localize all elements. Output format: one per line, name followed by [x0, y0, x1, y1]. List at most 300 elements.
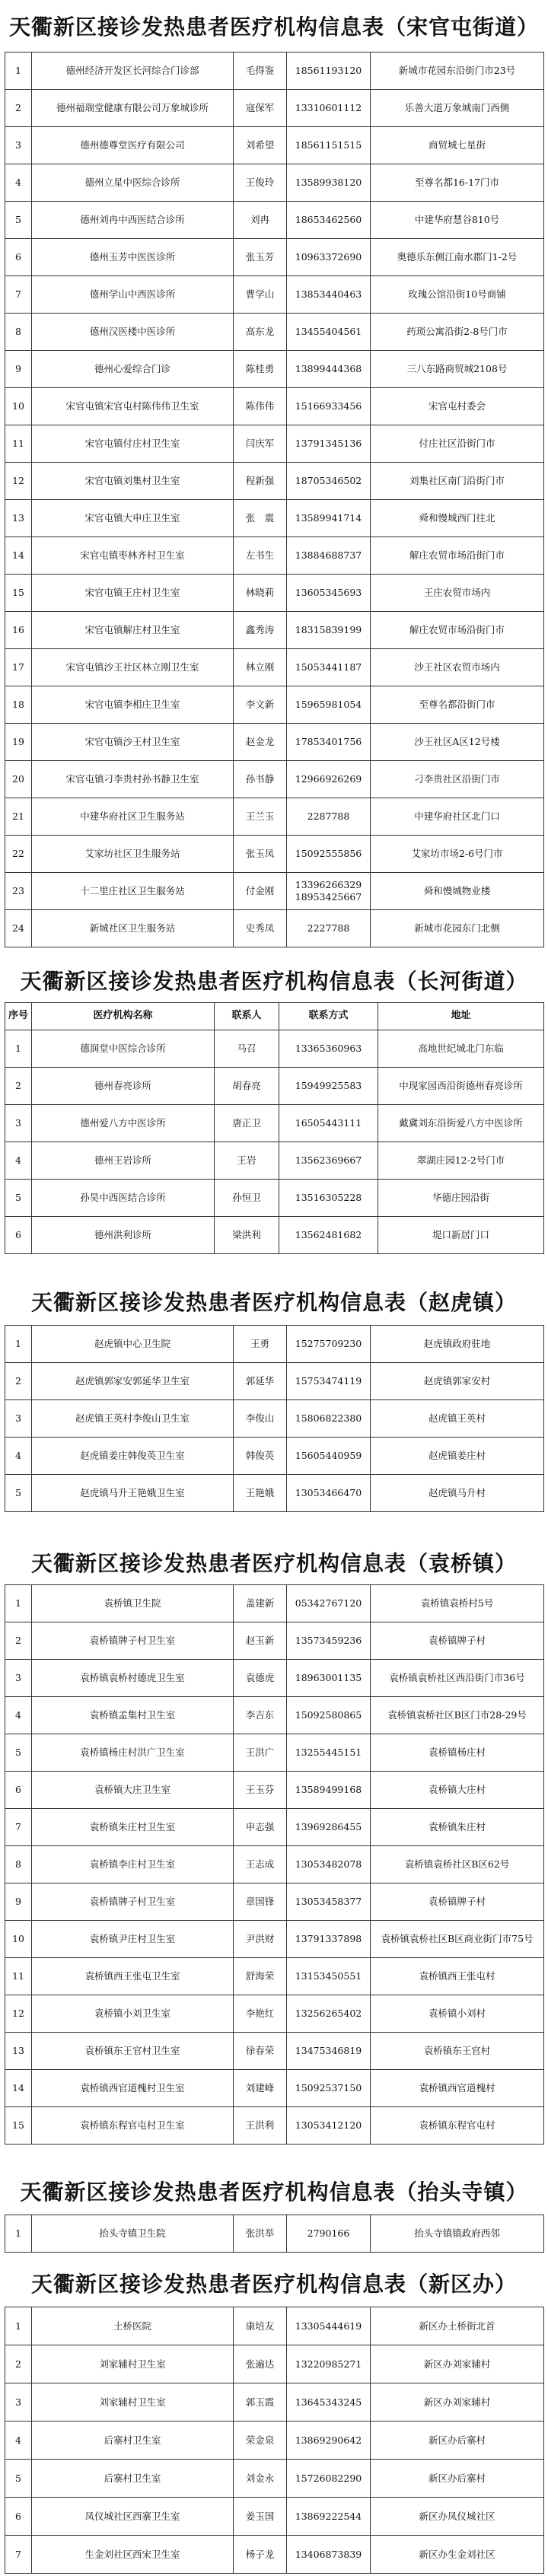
contact-person: 高东龙	[234, 314, 287, 351]
address: 药琐公寓沿街2-8号门市	[371, 314, 544, 351]
address: 舜和慢城物业楼	[371, 873, 544, 910]
institution-name: 袁桥镇朱庄村卫生室	[32, 1809, 234, 1846]
contact-person: 林晓莉	[234, 575, 287, 612]
address: 袁桥镇袁桥社区西沿街门市36号	[371, 1660, 544, 1697]
row-index: 14	[5, 537, 32, 575]
phone-number: 13305444619	[287, 2307, 371, 2345]
contact-person: 韩俊英	[234, 1438, 287, 1475]
table-row	[5, 500, 544, 537]
table-row	[5, 1846, 544, 1883]
phone-number: 15605440959	[287, 1438, 371, 1475]
header-contact: 联系人	[215, 1003, 279, 1030]
address: 玫瑰公馆沿街10号商铺	[371, 276, 544, 314]
contact-person: 袁德虎	[234, 1660, 287, 1697]
institution-name: 德州刘冉中西医结合诊所	[32, 202, 234, 239]
address: 刘集社区南门沿街门市	[371, 463, 544, 500]
table-row	[5, 798, 544, 836]
phone-number: 13562369667	[279, 1142, 378, 1180]
contact-person: 徐春荣	[234, 2033, 287, 2070]
phone-number: 13475346819	[287, 2033, 371, 2070]
institution-name: 宋官屯镇宋官屯村陈伟伟卫生室	[32, 388, 234, 425]
table-row	[5, 1068, 544, 1105]
address: 舜和慢城西门往北	[371, 500, 544, 537]
clinic-table	[5, 1002, 544, 1254]
phone-number: 2790166	[287, 2215, 371, 2253]
row-index: 10	[5, 388, 32, 425]
section-title: 天衢新区接诊发热患者医疗机构信息表（袁桥镇）	[30, 1551, 517, 1576]
institution-name: 袁桥镇大庄卫生室	[32, 1772, 234, 1809]
clinic-table	[5, 2307, 544, 2574]
section-title: 天衢新区接诊发热患者医疗机构信息表（抬头寺镇）	[20, 2180, 528, 2205]
row-index: 24	[5, 910, 32, 947]
table-row	[5, 724, 544, 761]
institution-name: 德州德尊堂医疗有限公司	[32, 127, 234, 164]
section-title: 天衢新区接诊发热患者医疗机构信息表（赵虎镇）	[30, 1290, 517, 1315]
table-row	[5, 2070, 544, 2107]
phone-number: 15753474119	[287, 1363, 371, 1400]
institution-name: 宋官屯镇付庄村卫生室	[32, 425, 234, 463]
contact-person: 张 震	[234, 500, 287, 537]
phone-number: 15949925583	[279, 1068, 378, 1105]
row-index: 6	[5, 239, 32, 276]
row-index: 5	[5, 202, 32, 239]
contact-person: 马召	[215, 1030, 279, 1068]
contact-person: 李文新	[234, 686, 287, 724]
institution-name: 德州洪利诊所	[32, 1217, 215, 1254]
table-row	[5, 910, 544, 947]
address: 袁桥镇袁桥社区B区62号	[371, 1846, 544, 1883]
row-index: 17	[5, 649, 32, 686]
address: 中建华府慧谷810号	[371, 202, 544, 239]
row-index: 13	[5, 500, 32, 537]
section-changhe	[0, 955, 548, 1281]
contact-person: 寇保军	[234, 90, 287, 127]
table-row	[5, 2345, 544, 2383]
institution-name: 抬头寺镇卫生院	[32, 2215, 234, 2253]
phone-number: 18561193120	[287, 53, 371, 90]
address: 赵虎镇王英村	[371, 1400, 544, 1438]
phone-number: 13589499168	[287, 1772, 371, 1809]
address: 新区办后寨村	[371, 2460, 544, 2498]
row-index: 3	[5, 1660, 32, 1697]
section-title: 天衢新区接诊发热患者医疗机构信息表（长河街道）	[20, 969, 528, 994]
contact-person: 刘金永	[234, 2460, 287, 2498]
contact-person: 杨子龙	[234, 2536, 287, 2574]
table-row	[5, 1697, 544, 1734]
row-index: 12	[5, 1995, 32, 2033]
table-row	[5, 761, 544, 798]
row-index: 2	[5, 1068, 32, 1105]
contact-person: 左书生	[234, 537, 287, 575]
row-index: 4	[5, 164, 32, 202]
phone-number: 13853440463	[287, 276, 371, 314]
table-row	[5, 1734, 544, 1772]
row-index: 4	[5, 1697, 32, 1734]
contact-person: 史秀凤	[234, 910, 287, 947]
table-row	[5, 2498, 544, 2536]
address: 新城市花园东沿街门市23号	[371, 53, 544, 90]
contact-person: 刘建峰	[234, 2070, 287, 2107]
section-taitousi	[0, 2146, 548, 2264]
phone-number: 13969286455	[287, 1809, 371, 1846]
address: 中建华府社区北门口	[371, 798, 544, 836]
address: 中现家园西沿街德州春亮诊所	[378, 1068, 544, 1105]
phone-number: 16505443111	[279, 1105, 378, 1142]
contact-person: 康培友	[234, 2307, 287, 2345]
address: 沙王社区A区12号楼	[371, 724, 544, 761]
row-index: 4	[5, 1142, 32, 1180]
row-index: 1	[5, 1326, 32, 1363]
institution-name: 凤仪城社区西寨卫生室	[32, 2498, 234, 2536]
row-index: 4	[5, 2422, 32, 2460]
phone-number: 13562481682	[279, 1217, 378, 1254]
row-index: 7	[5, 1809, 32, 1846]
institution-name: 袁桥镇李庄村卫生室	[32, 1846, 234, 1883]
row-index: 11	[5, 1958, 32, 1995]
phone-number: 13365360963	[279, 1030, 378, 1068]
table-row	[5, 127, 544, 164]
table-row	[5, 1180, 544, 1217]
clinic-table	[5, 1584, 544, 2145]
table-row	[5, 276, 544, 314]
table-row	[5, 1326, 544, 1363]
contact-person: 姜玉国	[234, 2498, 287, 2536]
row-index: 12	[5, 463, 32, 500]
address: 新区办后寨村	[371, 2422, 544, 2460]
institution-name: 袁桥镇杨庄村洪广卫生室	[32, 1734, 234, 1772]
contact-person: 王玉芬	[234, 1772, 287, 1809]
institution-name: 袁桥镇牌子村卫生室	[32, 1622, 234, 1660]
row-index: 20	[5, 761, 32, 798]
phone-number: 18561151515	[287, 127, 371, 164]
institution-name: 后寨村卫生室	[32, 2460, 234, 2498]
address: 解庄农贸市场沿街门市	[371, 612, 544, 649]
row-index: 10	[5, 1921, 32, 1958]
row-index: 6	[5, 1772, 32, 1809]
institution-name: 袁桥镇卫生院	[32, 1585, 234, 1622]
phone-number: 13053412120	[287, 2107, 371, 2145]
address: 三八东路商贸城2108号	[371, 351, 544, 388]
address: 袁桥镇杨庄村	[371, 1734, 544, 1772]
phone-number: 13053482078	[287, 1846, 371, 1883]
table-row	[5, 836, 544, 873]
address: 沙王社区农贸市场内	[371, 649, 544, 686]
contact-person: 李俊山	[234, 1400, 287, 1438]
table-row	[5, 1030, 544, 1068]
phone-number: 13406873839	[287, 2536, 371, 2574]
institution-name: 宋官屯镇大申庄卫生室	[32, 500, 234, 537]
institution-name: 十二里庄社区卫生服务站	[32, 873, 234, 910]
address: 堤口新居门口	[378, 1217, 544, 1254]
phone-number: 15806822380	[287, 1400, 371, 1438]
contact-person: 荣金泉	[234, 2422, 287, 2460]
institution-name: 袁桥镇西王张屯卫生室	[32, 1958, 234, 1995]
phone-number: 12966926269	[287, 761, 371, 798]
address: 袁桥镇袁桥社区B区商业街门市75号	[371, 1921, 544, 1958]
table-row	[5, 463, 544, 500]
row-index: 15	[5, 2107, 32, 2145]
institution-name: 孙昊中西医结合诊所	[32, 1180, 215, 1217]
table-row	[5, 612, 544, 649]
contact-person: 赵玉新	[234, 1622, 287, 1660]
row-index: 2	[5, 90, 32, 127]
contact-person: 申志强	[234, 1809, 287, 1846]
address: 付庄社区沿街门市	[371, 425, 544, 463]
address: 袁桥镇东程官屯村	[371, 2107, 544, 2145]
row-index: 3	[5, 2383, 32, 2422]
address: 袁桥镇袁桥村5号	[371, 1585, 544, 1622]
phone-number: 13220985271	[287, 2345, 371, 2383]
institution-name: 刘家辅村卫生室	[32, 2345, 234, 2383]
institution-name: 袁桥镇袁桥村德虎卫生室	[32, 1660, 234, 1697]
institution-name: 赵虎镇中心卫生院	[32, 1326, 234, 1363]
table-row	[5, 1809, 544, 1846]
contact-person: 张洪举	[234, 2215, 287, 2253]
table-row	[5, 537, 544, 575]
contact-person: 王志成	[234, 1846, 287, 1883]
institution-name: 德州经济开发区长河综合门诊部	[32, 53, 234, 90]
header-phone: 联系方式	[279, 1003, 378, 1030]
table-row	[5, 164, 544, 202]
table-row	[5, 2536, 544, 2574]
institution-name: 宋官屯镇沙王社区林立刚卫生室	[32, 649, 234, 686]
institution-name: 袁桥镇尹庄村卫生室	[32, 1921, 234, 1958]
table-row	[5, 1438, 544, 1475]
contact-person: 孙恒卫	[215, 1180, 279, 1217]
row-index: 9	[5, 1883, 32, 1921]
contact-person: 闫庆军	[234, 425, 287, 463]
contact-person: 王艳娥	[234, 1475, 287, 1512]
address: 新区办土桥街北首	[371, 2307, 544, 2345]
phone-number: 10963372690	[287, 239, 371, 276]
institution-name: 赵虎镇姜庄韩俊英卫生室	[32, 1438, 234, 1475]
phone-number: 13589938120	[287, 164, 371, 202]
contact-person: 尹洪财	[234, 1921, 287, 1958]
address: 袁桥镇牌子村	[371, 1883, 544, 1921]
address: 戴冀刘东沿街爱八方中医诊所	[378, 1105, 544, 1142]
row-index: 15	[5, 575, 32, 612]
address: 袁桥镇西王张屯村	[371, 1958, 544, 1995]
phone-number: 13310601112	[287, 90, 371, 127]
row-index: 8	[5, 314, 32, 351]
institution-name: 袁桥镇孟集村卫生室	[32, 1697, 234, 1734]
row-index: 5	[5, 2460, 32, 2498]
contact-person: 赵金龙	[234, 724, 287, 761]
table-row	[5, 1883, 544, 1921]
table-row	[5, 1105, 544, 1142]
section-title: 天衢新区接诊发热患者医疗机构信息表（宋官屯街道）	[8, 14, 539, 40]
address: 乐善大道万象城南门西侧	[371, 90, 544, 127]
address: 新区办刘家辅村	[371, 2345, 544, 2383]
phone-number: 13255445151	[287, 1734, 371, 1772]
institution-name: 宋官屯镇沙王村卫生室	[32, 724, 234, 761]
contact-person: 张玉芳	[234, 239, 287, 276]
address: 至尊名都沿街门市	[371, 686, 544, 724]
table-row	[5, 1772, 544, 1809]
table-row	[5, 314, 544, 351]
institution-name: 宋官屯镇李相庄卫生室	[32, 686, 234, 724]
address: 袁桥镇小刘村	[371, 1995, 544, 2033]
address: 赵虎镇政府驻地	[371, 1326, 544, 1363]
row-index: 1	[5, 2215, 32, 2253]
row-index: 5	[5, 1475, 32, 1512]
table-row	[5, 2107, 544, 2145]
clinic-table	[5, 52, 544, 947]
institution-name: 德州学山中西医诊所	[32, 276, 234, 314]
institution-name: 德州爱八方中医诊所	[32, 1105, 215, 1142]
institution-name: 袁桥镇牌子村卫生室	[32, 1883, 234, 1921]
table-row	[5, 2460, 544, 2498]
contact-person: 郭玉霞	[234, 2383, 287, 2422]
table-row	[5, 1921, 544, 1958]
table-row	[5, 351, 544, 388]
address: 高地世纪城北门东临	[378, 1030, 544, 1068]
contact-person: 盖建新	[234, 1585, 287, 1622]
address: 赵虎镇姜庄村	[371, 1438, 544, 1475]
address: 袁桥镇牌子村	[371, 1622, 544, 1660]
row-index: 14	[5, 2070, 32, 2107]
address: 新区办生金刘社区	[371, 2536, 544, 2574]
row-index: 8	[5, 1846, 32, 1883]
institution-name: 袁桥镇小刘卫生室	[32, 1995, 234, 2033]
institution-name: 土桥医院	[32, 2307, 234, 2345]
phone-number: 17853401756	[287, 724, 371, 761]
address: 奥德乐东侧江南水郡门1-2号	[371, 239, 544, 276]
phone-number-line: 13396266329	[295, 879, 362, 891]
address: 袁桥镇袁桥社区B区门市28-29号	[371, 1697, 544, 1734]
header-address: 地址	[378, 1003, 544, 1030]
table-row	[5, 1958, 544, 1995]
institution-name: 宋官屯镇王庄村卫生室	[32, 575, 234, 612]
institution-name: 新城社区卫生服务站	[32, 910, 234, 947]
contact-person: 王俊玲	[234, 164, 287, 202]
row-index: 18	[5, 686, 32, 724]
row-index: 4	[5, 1438, 32, 1475]
table-row	[5, 1363, 544, 1400]
institution-name: 德州汉医楼中医诊所	[32, 314, 234, 351]
address: 袁桥镇大庄村	[371, 1772, 544, 1809]
contact-person: 唐正卫	[215, 1105, 279, 1142]
row-index: 23	[5, 873, 32, 910]
table-row	[5, 1622, 544, 1660]
phone-number: 18705346502	[287, 463, 371, 500]
institution-name: 宋官屯镇刘集村卫生室	[32, 463, 234, 500]
contact-person: 王勇	[234, 1326, 287, 1363]
phone-number: 05342767120	[287, 1585, 371, 1622]
row-index: 13	[5, 2033, 32, 2070]
phone-number: 15092537150	[287, 2070, 371, 2107]
table-row	[5, 686, 544, 724]
institution-name: 赵虎镇郭家安郭延华卫生室	[32, 1363, 234, 1400]
row-index: 9	[5, 351, 32, 388]
table-row	[5, 239, 544, 276]
contact-person: 张玉凤	[234, 836, 287, 873]
institution-name: 中建华府社区卫生服务站	[32, 798, 234, 836]
phone-number: 13791337898	[287, 1921, 371, 1958]
clinic-table	[5, 2215, 544, 2253]
contact-person: 刘冉	[234, 202, 287, 239]
address: 新区办刘家辅村	[371, 2383, 544, 2422]
row-index: 7	[5, 276, 32, 314]
table-row	[5, 90, 544, 127]
address: 刁李贵社区沿街门市	[371, 761, 544, 798]
phone-number: 15092580865	[287, 1697, 371, 1734]
address: 翠湖庄园12-2号门市	[378, 1142, 544, 1180]
phone-number: 13869290642	[287, 2422, 371, 2460]
address: 袁桥镇东王官村	[371, 2033, 544, 2070]
table-row	[5, 1475, 544, 1512]
contact-person: 付金刚	[234, 873, 287, 910]
address: 华德庄园沿街	[378, 1180, 544, 1217]
institution-name: 袁桥镇西官道槐村卫生室	[32, 2070, 234, 2107]
address: 商贸城七星街	[371, 127, 544, 164]
phone-number: 13053458377	[287, 1883, 371, 1921]
institution-name: 后寨村卫生室	[32, 2422, 234, 2460]
address: 解庄农贸市场沿街门市	[371, 537, 544, 575]
phone-number: 13899444368	[287, 351, 371, 388]
section-zhaohu	[0, 1281, 548, 1537]
phone-number: 18963001135	[287, 1660, 371, 1697]
table-row	[5, 1995, 544, 2033]
phone-number: 15053441187	[287, 649, 371, 686]
institution-name: 赵虎镇王英村李俊山卫生室	[32, 1400, 234, 1438]
phone-number: 2287788	[287, 798, 371, 836]
header-institution: 医疗机构名称	[32, 1003, 215, 1030]
contact-person: 鑫秀涛	[234, 612, 287, 649]
phone-number: 13884688737	[287, 537, 371, 575]
header-index: 序号	[5, 1003, 32, 1030]
row-index: 2	[5, 1363, 32, 1400]
phone-number: 15726082290	[287, 2460, 371, 2498]
table-row	[5, 1660, 544, 1697]
institution-name: 袁桥镇东王官村卫生室	[32, 2033, 234, 2070]
contact-person: 张遍达	[234, 2345, 287, 2383]
contact-person: 李艳红	[234, 1995, 287, 2033]
address: 宋官屯村委会	[371, 388, 544, 425]
address: 王庄农贸市场内	[371, 575, 544, 612]
phone-number: 15965981054	[287, 686, 371, 724]
row-index: 5	[5, 1734, 32, 1772]
institution-name: 德州立星中医综合诊所	[32, 164, 234, 202]
phone-number: 13573459236	[287, 1622, 371, 1660]
phone-number: 13605345693	[287, 575, 371, 612]
phone-number: 18653462560	[287, 202, 371, 239]
row-index: 22	[5, 836, 32, 873]
table-row	[5, 202, 544, 239]
table-row	[5, 1585, 544, 1622]
phone-number-line: 18953425667	[295, 891, 362, 903]
phone-number: 18315839199	[287, 612, 371, 649]
section-yuanqiao	[0, 1537, 548, 2146]
table-row	[5, 575, 544, 612]
contact-person: 李吉东	[234, 1697, 287, 1734]
table-row	[5, 2033, 544, 2070]
address: 袁桥镇西官道槐村	[371, 2070, 544, 2107]
phone-number: 13645343245	[287, 2383, 371, 2422]
row-index: 3	[5, 1105, 32, 1142]
contact-person: 王岩	[215, 1142, 279, 1180]
institution-name: 德州心爱综合门诊	[32, 351, 234, 388]
row-index: 6	[5, 2498, 32, 2536]
table-row	[5, 1400, 544, 1438]
phone-number: 13153450551	[287, 1958, 371, 1995]
contact-person: 王洪利	[234, 2107, 287, 2145]
row-index: 7	[5, 2536, 32, 2574]
row-index: 21	[5, 798, 32, 836]
address: 新城市花园东门北侧	[371, 910, 544, 947]
clinic-table	[5, 1325, 544, 1512]
section-title: 天衢新区接诊发热患者医疗机构信息表（新区办）	[30, 2272, 517, 2297]
